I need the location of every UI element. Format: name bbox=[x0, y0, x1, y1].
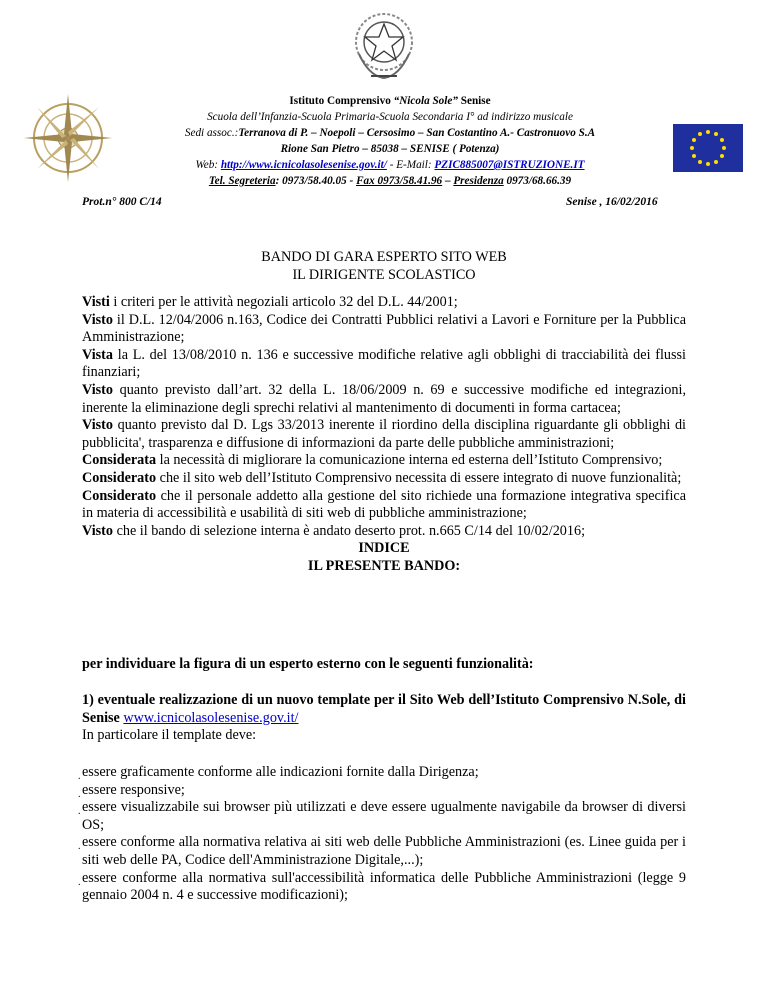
premise-item bbox=[82, 417, 686, 452]
premise-text: i criteri per le attività negoziali articolo 32 del D.L. 44/2001; bbox=[109, 294, 458, 310]
list-item-text: essere visualizzabile sui browser più utilizzati e deve essere ugualmente navigabile da browser di diversi OS; bbox=[82, 799, 686, 833]
email-link[interactable]: PZIC885007@ISTRUZIONE.IT bbox=[434, 159, 585, 171]
premise-lead: Considerato bbox=[82, 469, 157, 486]
school-name-post: Senise bbox=[457, 95, 491, 107]
fax-number: 0973/58.41.96 bbox=[377, 175, 443, 187]
associated-sites bbox=[120, 125, 660, 141]
list-item bbox=[78, 764, 686, 782]
title-line2: IL DIRIGENTE SCOLASTICO bbox=[292, 267, 476, 283]
premise-lead: Considerato bbox=[82, 487, 157, 504]
premise-item bbox=[82, 452, 686, 470]
premise-item bbox=[82, 347, 686, 382]
premise-lead: Visto bbox=[82, 311, 114, 328]
school-name bbox=[120, 93, 660, 109]
address: Rione San Pietro – 85038 – SENISE ( Potenza) bbox=[280, 143, 500, 155]
premise-item bbox=[82, 382, 686, 417]
list-item bbox=[78, 781, 686, 800]
sites-label: Sedi assoc.: bbox=[184, 127, 239, 139]
premise-text: il D.L. 12/04/2006 n.163, Codice dei Contratti Pubblici relativi a Lavori e Forniture per la Pubblica Amministrazione; bbox=[82, 311, 686, 346]
list-item-text: essere responsive; bbox=[82, 781, 185, 798]
premise-item bbox=[82, 523, 686, 541]
premise-item bbox=[82, 488, 686, 523]
presente-bando-heading: IL PRESENTE BANDO: bbox=[307, 557, 461, 574]
website-link[interactable]: http://www.icnicolasolesenise.gov.it/ bbox=[220, 159, 387, 171]
premise-text: quanto previsto dall’art. 32 della L. 18/06/2009 n. 69 e successive modifiche ed integrazioni, inerente la eliminazione degli sprechi relativi al mantenimento di documenti in forma cartacea; bbox=[82, 381, 686, 416]
document-date: Senise , 16/02/2016 bbox=[566, 196, 658, 208]
presidenza-label: Presidenza bbox=[453, 175, 504, 187]
phone-line bbox=[120, 173, 660, 189]
premise-text: che il bando di selezione interna è andato deserto prot. n.665 C/14 del 10/02/2016; bbox=[113, 522, 586, 539]
italian-emblem-icon bbox=[349, 6, 419, 84]
school-compass-logo-icon bbox=[22, 92, 114, 184]
premise-item bbox=[82, 312, 686, 347]
title-line1: BANDO DI GARA ESPERTO SITO WEB bbox=[261, 249, 507, 265]
premise-item bbox=[82, 294, 686, 312]
premise-lead: Visti bbox=[82, 294, 110, 310]
bullet-icon: . bbox=[78, 876, 81, 888]
premise-text: la L. del 13/08/2010 n. 136 e successive modifiche relative agli obblighi di tracciabilità dei flussi finanziari; bbox=[82, 346, 686, 381]
bullet-icon: . bbox=[78, 788, 81, 800]
web-email-line bbox=[120, 157, 660, 173]
tel-number: : 0973/58.40.05 - bbox=[275, 175, 357, 187]
premise-lead: Considerata bbox=[82, 452, 157, 469]
premise-text: che il sito web dell’Istituto Comprensivo necessita di essere integrato di nuove funzionalità; bbox=[156, 469, 682, 486]
list-item-text: essere conforme alla normativa sull'accessibilità informatica delle Pubbliche Amministrazioni (legge 9 gennaio 2004 n. 4 e successive modificazioni); bbox=[82, 869, 686, 904]
tel-label: Tel. Segreteria bbox=[208, 175, 276, 187]
school-types: Scuola dell’Infanzia-Scuola Primaria-Scuola Secondaria I° ad indirizzo musicale bbox=[207, 111, 573, 123]
sites-list: Terranova di P. – Noepoli – Cersosimo – San Costantino A.- Castronuovo S.A bbox=[238, 127, 596, 139]
list-item bbox=[78, 799, 686, 834]
premises-section bbox=[82, 294, 686, 576]
eu-flag-icon bbox=[673, 124, 743, 172]
fax-label: Fax bbox=[356, 175, 378, 187]
premise-item bbox=[82, 470, 686, 488]
list-item bbox=[78, 869, 686, 905]
school-name-quote: “Nicola Sole” bbox=[393, 95, 458, 107]
separator: – bbox=[442, 175, 454, 187]
premise-text: quanto previsto dal D. Lgs 33/2013 inerente il riordino della disciplina riguardante gli obblighi di pubblicita', trasparenza e diffusione di informazioni da parte delle pubbliche amministrazioni; bbox=[82, 417, 686, 451]
premise-lead: Vista bbox=[82, 346, 114, 363]
premise-lead: Visto bbox=[82, 381, 114, 398]
school-site-link[interactable]: www.icnicolasolesenise.gov.it/ bbox=[123, 709, 299, 726]
premise-lead: Visto bbox=[82, 417, 114, 434]
indice-heading: INDICE bbox=[358, 540, 410, 557]
point-1-title: 1) eventuale realizzazione di un nuovo template per il Sito Web dell’Istituto Comprensivo N.Sole, di Senise bbox=[82, 692, 686, 726]
premise-text: la necessità di migliorare la comunicazione interna ed esterna dell’Istituto Comprensivo; bbox=[156, 452, 663, 469]
web-label: Web: bbox=[195, 159, 221, 171]
point-1-intro: In particolare il template deve: bbox=[82, 727, 257, 744]
premise-text: che il personale addetto alla gestione del sito richiede una formazione integrativa specifica in materia di accessibilità e usabilità di siti web di pubbliche amministrazione; bbox=[82, 487, 686, 522]
protocol-number: Prot.n° 800 C/14 bbox=[82, 196, 162, 208]
bullet-icon: . bbox=[78, 806, 81, 818]
list-item bbox=[78, 834, 686, 869]
purpose-statement: per individuare la figura di un esperto esterno con le seguenti funzionalità: bbox=[82, 656, 534, 672]
presidenza-number: 0973/68.66.39 bbox=[503, 175, 572, 187]
document-title bbox=[82, 248, 686, 284]
list-item-text: essere conforme alla normativa relativa ai siti web delle Pubbliche Amministrazioni (es. Linee guida per i siti web delle PA, Codice dell'Amministrazione Digitale,...); bbox=[82, 834, 686, 868]
bullet-icon: . bbox=[78, 841, 81, 853]
school-name-pre: Istituto Comprensivo bbox=[289, 95, 394, 107]
email-label: - E-Mail: bbox=[386, 159, 435, 171]
bullet-icon: . bbox=[78, 771, 81, 782]
point-1 bbox=[82, 692, 686, 745]
letterhead bbox=[120, 93, 660, 189]
list-item-text: essere graficamente conforme alle indicazioni fornite dalla Dirigenza; bbox=[82, 764, 479, 780]
premise-lead: Visto bbox=[82, 522, 114, 539]
requirements-list bbox=[78, 764, 686, 905]
